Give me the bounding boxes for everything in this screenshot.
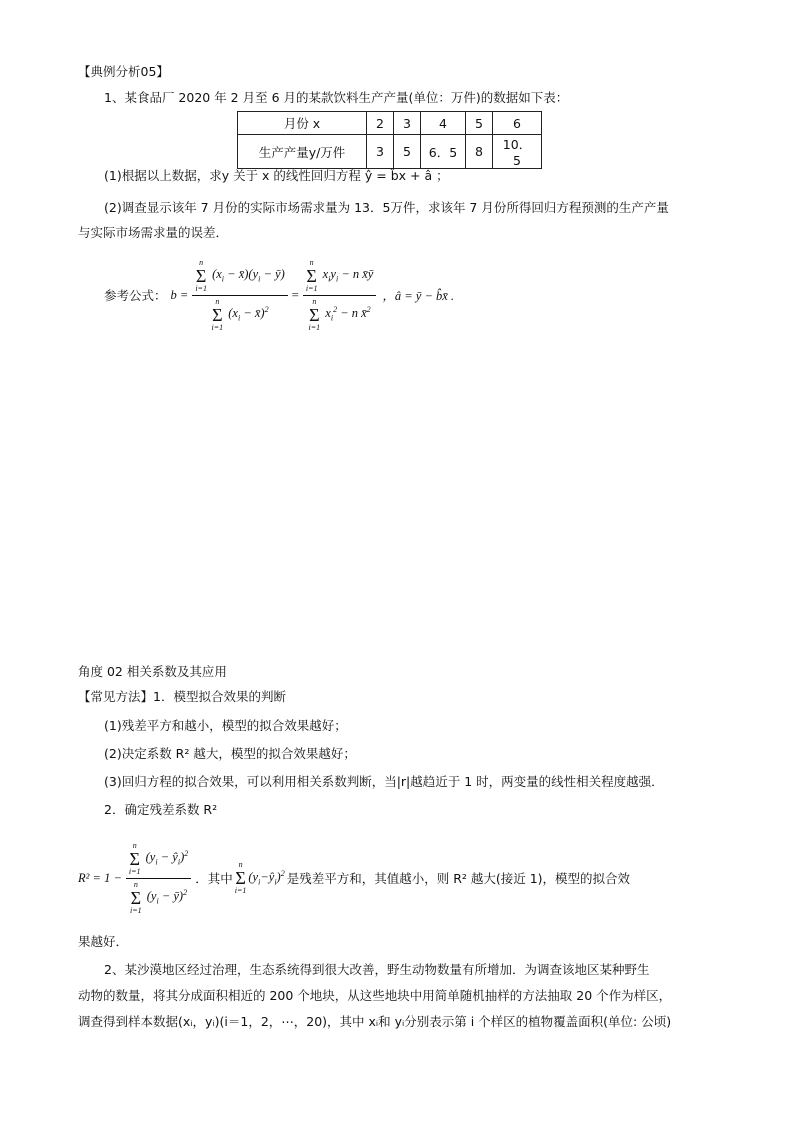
row2-label: 生产产量y/万件	[238, 135, 367, 169]
method-item-1: (1)残差平方和越小，模型的拟合效果越好；	[104, 718, 347, 733]
fraction-denominator: n Σ i=1 $x_i^2 - n$ x̄$^2$	[308, 296, 371, 332]
problem2-line3: 调查得到样本数据(xᵢ，yᵢ)(i＝1，2，⋯，20)，其中 xᵢ和 yᵢ分别表示第 i 个样区的植物覆盖面积(单位: 公顷)	[78, 1014, 672, 1029]
r2-fraction	[126, 842, 191, 915]
sum-icon: n Σ i=1	[130, 879, 142, 915]
formula-fraction-2	[303, 259, 377, 332]
table-cell: 3	[394, 112, 421, 135]
example-heading: 【典例分析05】	[78, 64, 169, 79]
question-1: (1)根据以上数据，求y 关于 x 的线性回归方程 ŷ = b̂x + â ；	[104, 168, 449, 183]
table-cell: 10．5	[493, 135, 542, 169]
fraction-numerator: n Σ i=1 ($x_i$ − $x̄)(y_i$ − ȳ)	[192, 259, 287, 296]
r2-lhs: R² = 1 −	[78, 870, 122, 885]
table-row	[238, 135, 542, 169]
subtitle-2: 2．确定残差系数 R²	[104, 802, 218, 817]
table-cell: 3	[367, 135, 394, 169]
sum-icon: n Σ i=1	[305, 257, 318, 293]
r2-text-2: 是残差平方和，其值越小，则 R² 越大(接近 1)，模型的拟合效	[286, 871, 631, 886]
formula-a: ，â = ȳ − b̂x̄ .	[382, 289, 455, 303]
question-2-line1: (2)调查显示该年 7 月份的实际市场需求量为 13．5万件，求该年 7 月份所得回归方程预测的生产产量	[104, 200, 669, 215]
fraction-denominator: n Σ i=1 ($x_i$ − x̄)$^2$	[211, 296, 269, 332]
fraction-numerator: n Σ i=1 $x_iy_i - n$ x̄ȳ	[303, 259, 377, 296]
problem2-line2: 动物的数量，将其分成面积相近的 200 个地块，从这些地块中用简单随机抽样的方法抽取 20 个作为样区，	[78, 988, 672, 1003]
row1-label: 月份 x	[238, 112, 367, 135]
table-cell: 8	[466, 135, 493, 169]
table-cell: 4	[421, 112, 466, 135]
method-item-2: (2)决定系数 R² 越大，模型的拟合效果越好；	[104, 746, 356, 761]
method-label: 【常见方法】1．模型拟合效果的判断	[78, 689, 286, 704]
formula-label: 参考公式：	[104, 288, 167, 303]
table-cell: 6	[493, 112, 542, 135]
method-item-3: (3)回归方程的拟合效果，可以利用相关系数判断，当|r|越趋近于 1 时，两变量的线性相关程度越强．	[104, 774, 664, 789]
section-title: 角度 02 相关系数及其应用	[78, 664, 227, 679]
table-cell: 2	[367, 112, 394, 135]
reference-formula	[104, 250, 454, 340]
formula-equals: =	[291, 287, 299, 302]
production-table	[237, 111, 542, 169]
sum-icon: n Σ i=1	[308, 296, 321, 332]
fraction-numerator: n Σ i=1 ($y_i$ − $ŷ_i)^2$	[126, 842, 191, 879]
sum-icon: n Σ i=1	[128, 840, 141, 876]
table-cell: 5	[394, 135, 421, 169]
fraction-denominator: n Σ i=1 ($y_i$ − ȳ)$^2$	[130, 879, 188, 915]
sum-icon: n Σ i=1	[211, 296, 224, 332]
question-2-line2: 与实际市场需求量的误差．	[78, 225, 229, 240]
r2-text-3: 果越好．	[78, 934, 129, 949]
table-cell: 6．5	[421, 135, 466, 169]
r2-formula-line	[78, 838, 630, 918]
problem2-line1: 2、某沙漠地区经过治理，生态系统得到很大改善，野生动物数量有所增加．为调查该地区某种野生	[104, 962, 650, 977]
problem1-intro: 1、某食品厂 2020 年 2 月至 6 月的某款饮料生产产量(单位：万件)的数据如下表：	[104, 90, 569, 105]
formula-b: b =	[170, 287, 189, 302]
rss-expression: n Σ i=1 $(y_i-ŷ_i)^2$	[234, 860, 285, 895]
table-cell: 5	[466, 112, 493, 135]
sum-icon: n Σ i=1	[195, 257, 207, 293]
formula-fraction-1	[192, 259, 287, 332]
r2-text: ．其中	[195, 871, 233, 886]
table-row	[238, 112, 542, 135]
sum-icon: n Σ i=1	[234, 860, 247, 895]
